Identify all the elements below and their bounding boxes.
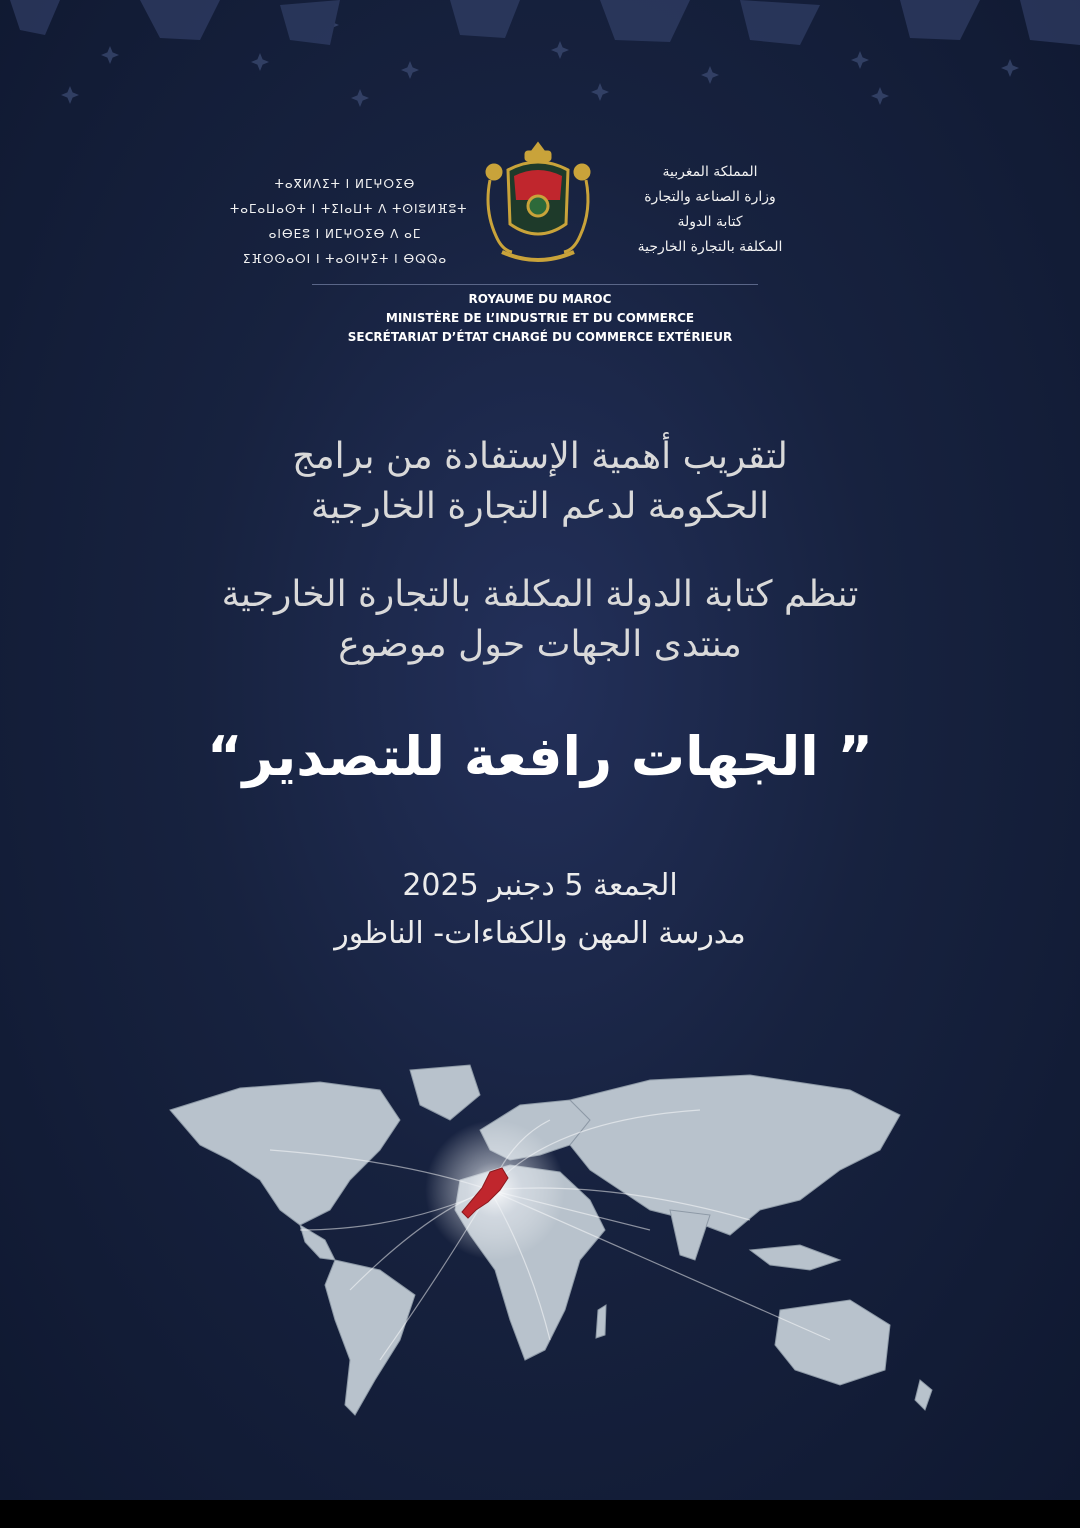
- world-map-icon: [150, 1060, 950, 1460]
- tifinagh-line: ⵜⴰⴳⵍⴷⵉⵜ ⵏ ⵍⵎⵖⵔⵉⴱ: [274, 177, 416, 191]
- organizer-text: [90, 570, 990, 670]
- intro-line: الحكومة لدعم التجارة الخارجية: [310, 486, 770, 527]
- intro-line: لتقريب أهمية الإستفادة من برامج: [292, 436, 788, 477]
- header-divider: [312, 284, 758, 285]
- event-venue: مدرسة المهن والكفاءات- الناظور: [334, 916, 746, 951]
- tifinagh-line: ⵜⴰⵎⴰⵡⴰⵙⵜ ⵏ ⵜⵉⵏⴰⵡⵜ ⴷ ⵜⵙⵏⵓⵍⴼⵓⵜ: [230, 202, 468, 216]
- arabic-ministry-name: [610, 160, 810, 260]
- organizer-line: منتدى الجهات حول موضوع: [338, 624, 742, 665]
- french-line: SECRÉTARIAT D’ÉTAT CHARGÉ DU COMMERCE EXTÉRIEUR: [347, 330, 733, 344]
- bottom-bar: [0, 1500, 1080, 1528]
- arabic-org-line: كتابة الدولة: [677, 214, 743, 230]
- french-line: ROYAUME DU MAROC: [468, 292, 612, 306]
- arabic-org-line: المملكة المغربية: [662, 164, 758, 180]
- tifinagh-line: ⵉⴼⵙⵙⴰⵔⵏ ⵏ ⵜⴰⵙⵏⵖⵉⵜ ⵏ ⴱⵕⵕⴰ: [242, 252, 448, 266]
- arabic-org-line: وزارة الصناعة والتجارة: [644, 189, 776, 205]
- star-pattern-decoration: [0, 0, 1080, 110]
- tifinagh-ministry-name: [230, 172, 468, 272]
- arabic-org-line: المكلفة بالتجارة الخارجية: [637, 239, 783, 255]
- event-theme-title: ” الجهات رافعة للتصدير“: [206, 725, 874, 788]
- french-ministry-name: [300, 290, 780, 347]
- french-line: MINISTÈRE DE L’INDUSTRIE ET DU COMMERCE: [385, 311, 695, 325]
- tifinagh-line: ⴰⵏⴱⴹⵓ ⵏ ⵍⵎⵖⵔⵉⴱ ⴷ ⴰⵎ: [268, 227, 422, 241]
- organizer-line: تنظم كتابة الدولة المكلفة بالتجارة الخارجية: [221, 574, 859, 615]
- event-date: الجمعة 5 دجنبر 2025: [402, 868, 678, 903]
- intro-text: [90, 432, 990, 532]
- royal-coat-of-arms-icon: [478, 140, 598, 268]
- event-details: [90, 862, 990, 958]
